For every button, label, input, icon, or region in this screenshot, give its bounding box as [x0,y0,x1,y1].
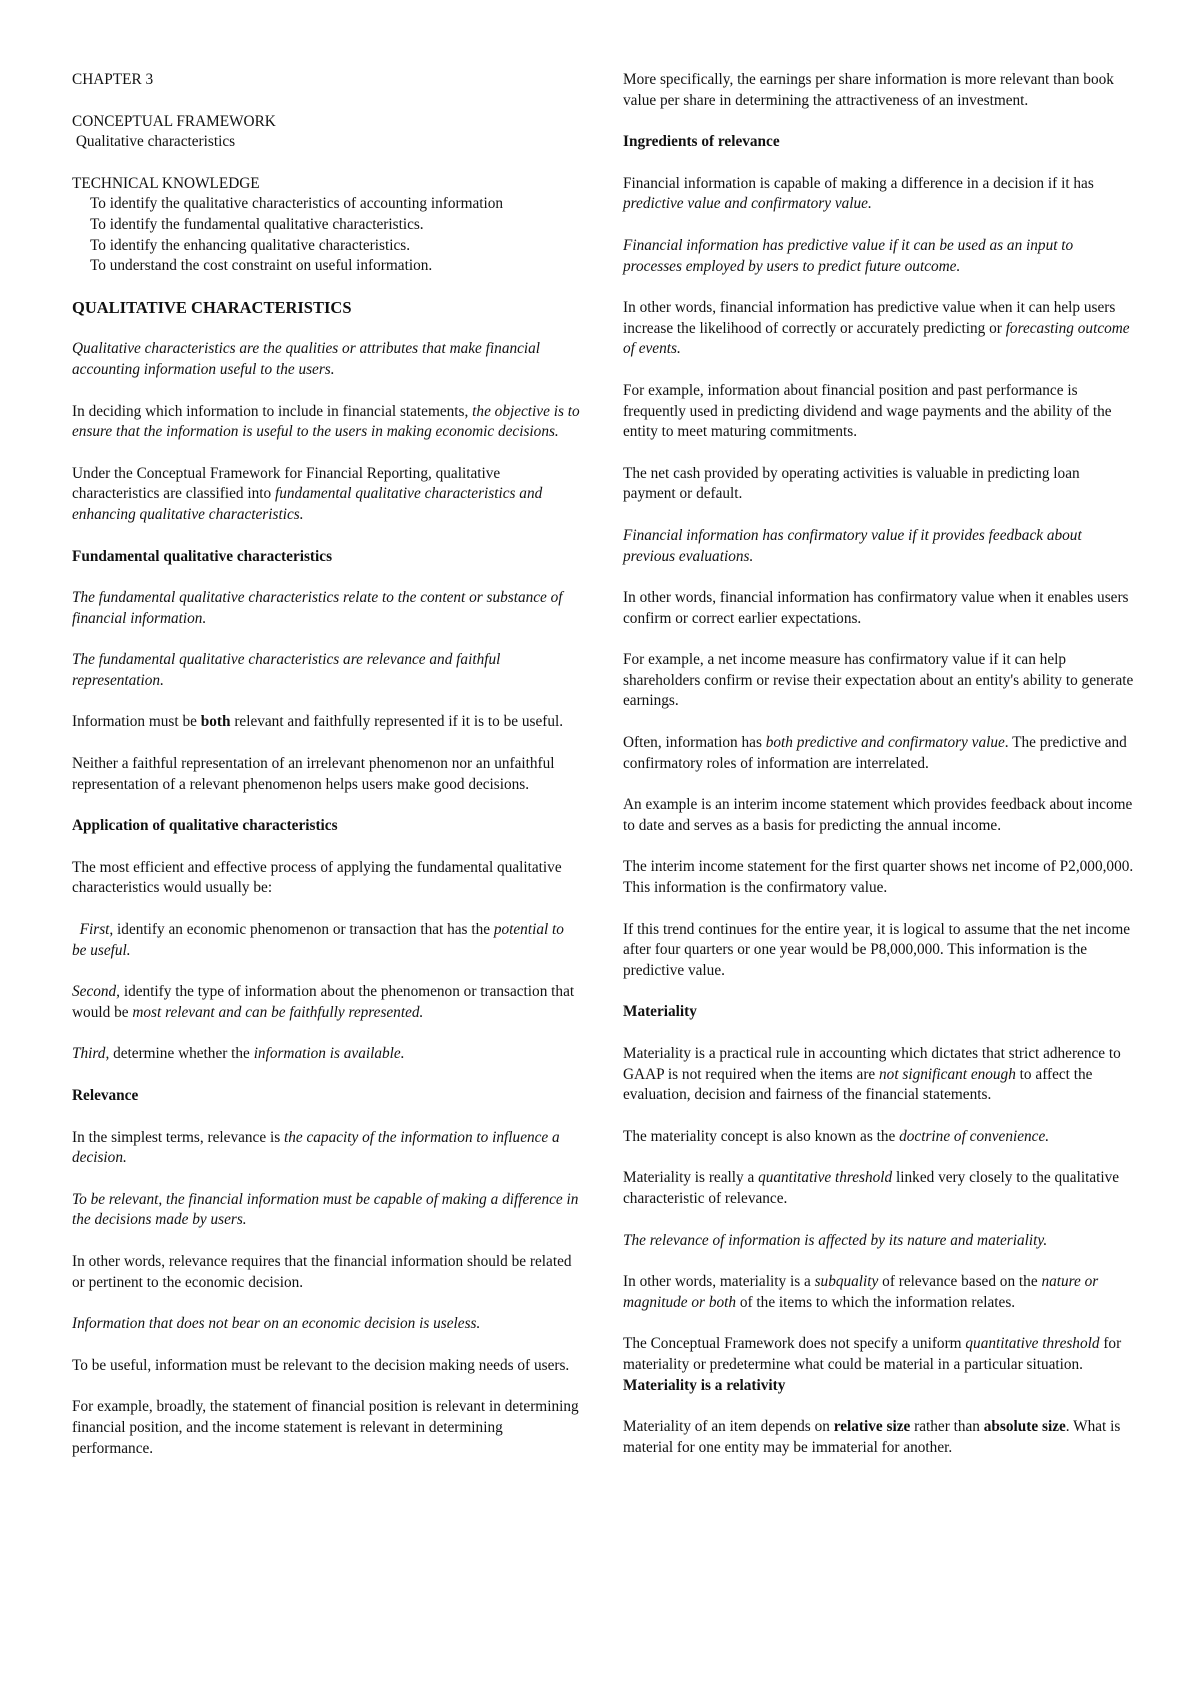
subheading-application: Application of qualitative characteristics [72,817,338,835]
left-column [72,70,580,1480]
technical-knowledge-heading: TECHNICAL KNOWLEDGE [72,174,260,192]
paragraph: Information must be both relevant and faithfully represented if it is to be useful. [72,713,564,731]
subheading-materiality: Materiality [623,1003,697,1021]
subheading-ingredients: Ingredients of relevance [623,133,780,151]
subheading-fundamental: Fundamental qualitative characteristics [72,547,333,565]
definition-paragraph: Financial information has confirmatory value if it provides feedback about previous evaluations. [623,526,1082,565]
paragraph: Materiality is really a quantitative threshold linked very closely to the qualitative characteristic of relevance. [623,1169,1120,1207]
paragraph: The Conceptual Framework does not specify a uniform quantitative threshold for materiality or predetermine what could be material in a particular situation. [623,1335,1122,1373]
section-heading-qualitative: QUALITATIVE CHARACTERISTICS [72,297,352,317]
paragraph: For example, a net income measure has confirmatory value if it can help shareholders confirm or revise their expectation about an entity's ability to generate earnings. [623,651,1134,710]
paragraph: The relevance of information is affected by its nature and materiality. [623,1231,1048,1249]
paragraph: In other words, financial information has confirmatory value when it enables users confirm or correct earlier expectations. [623,589,1129,627]
paragraph: If this trend continues for the entire year, it is logical to assume that the net income after four quarters or one year would be P8,000,000. This information is the predictive value. [623,920,1131,979]
paragraph: Neither a faithful representation of an irrelevant phenomenon nor an unfaithful representation of a relevant phenomenon helps users make good decisions. [72,755,555,793]
paragraph: In other words, materiality is a subquality of relevance based on the nature or magnitude or both of the items to which the information relates. [623,1273,1099,1311]
paragraph: Materiality of an item depends on relative size rather than absolute size. What is material for one entity may be immaterial for another. [623,1418,1121,1456]
framework-title: CONCEPTUAL FRAMEWORK [72,112,276,130]
paragraph: For example, broadly, the statement of financial position is relevant in determining financial position, and the income statement is relevant in determining performance. [72,1398,579,1457]
framework-subtitle: Qualitative characteristics [75,133,236,151]
objective-item: To identify the enhancing qualitative characteristics. [90,236,411,254]
paragraph: The net cash provided by operating activities is valuable in predicting loan payment or default. [623,464,1080,503]
chapter-label: CHAPTER 3 [72,71,154,88]
subheading-relevance: Relevance [72,1087,139,1104]
paragraph: To be useful, information must be relevant to the decision making needs of users. [72,1356,570,1374]
paragraph: Materiality is a practical rule in accounting which dictates that strict adherence to GAAP is not required when the items are not significant enough to affect the evaluation, decision and fairness of the financial statements. [623,1045,1121,1104]
objective-item: To identify the qualitative characteristics of accounting information [90,195,504,213]
objective-item: To understand the cost constraint on useful information. [90,257,433,275]
paragraph: Financial information is capable of making a difference in a decision if it has predictive value and confirmatory value. [623,174,1094,213]
paragraph: In deciding which information to include in financial statements, the objective is to ensure that the information is useful to the users in making economic decisions. [72,402,580,441]
paragraph: Often, information has both predictive and confirmatory value. The predictive and confirmatory roles of information are interrelated. [623,734,1127,772]
definition-paragraph: Qualitative characteristics are the qualities or attributes that make financial accounting information useful to the users. [72,340,541,378]
paragraph: Information that does not bear on an economic decision is useless. [72,1315,481,1333]
paragraph: Under the Conceptual Framework for Financial Reporting, qualitative characteristics are classified into fundamental qualitative characteristics and enhancing qualitative characteristics. [72,464,543,523]
paragraph: For example, information about financial position and past performance is frequently used in predicting dividend and wage payments and the ability of the entity to meet maturing commitments. [623,381,1112,441]
step-first: First, identify an economic phenomenon or transaction that has the potential to be useful. [72,921,564,959]
paragraph: The interim income statement for the first quarter shows net income of P2,000,000. This information is the confirmatory value. [623,858,1134,897]
step-second: Second, identify the type of information about the phenomenon or transaction that would be most relevant and can be faithfully represented. [72,983,575,1021]
right-column [623,70,1135,1479]
paragraph: In the simplest terms, relevance is the capacity of the information to influence a decision. [72,1128,560,1167]
paragraph: The most efficient and effective process of applying the fundamental qualitative characteristics would usually be: [72,858,562,897]
paragraph: The materiality concept is also known as the doctrine of convenience. [623,1127,1050,1145]
paragraph: The fundamental qualitative characteristics relate to the content or substance of financial information. [72,589,563,627]
paragraph: More specifically, the earnings per share information is more relevant than book value per share in determining the attractiveness of an investment. [623,71,1114,109]
definition-paragraph: Financial information has predictive value if it can be used as an input to processes employed by users to predict future outcome. [623,236,1074,275]
objective-item: To identify the fundamental qualitative characteristics. [90,215,424,233]
subheading-relativity: Materiality is a relativity [623,1376,786,1394]
paragraph: In other words, relevance requires that the financial information should be related or pertinent to the economic decision. [72,1252,572,1291]
paragraph: To be relevant, the financial information must be capable of making a difference in the decisions made by users. [72,1190,579,1229]
paragraph: An example is an interim income statement which provides feedback about income to date and serves as a basis for predicting the annual income. [623,796,1133,834]
step-third: Third, determine whether the information is available. [72,1045,405,1063]
paragraph: In other words, financial information has predictive value when it can help users increase the likelihood of correctly or accurately predicting or forecasting outcome of events. [623,299,1130,358]
paragraph: The fundamental qualitative characteristics are relevance and faithful representation. [72,651,501,689]
